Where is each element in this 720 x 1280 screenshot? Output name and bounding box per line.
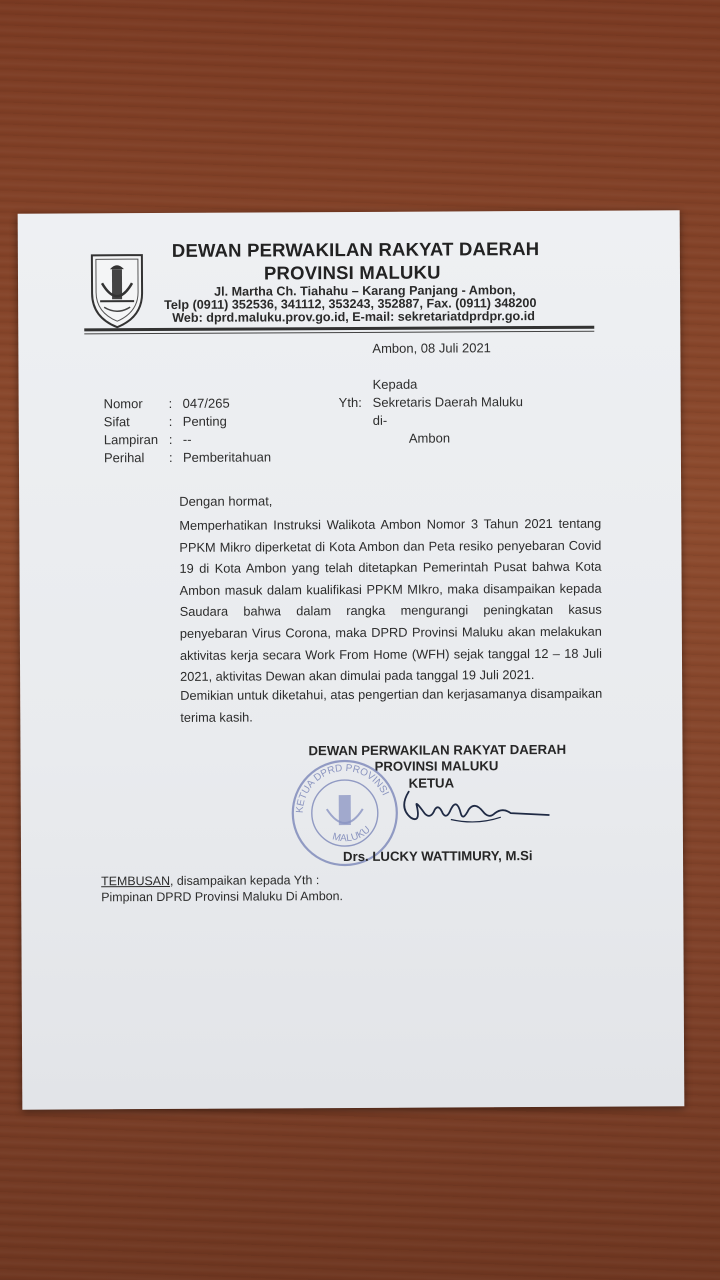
- letter-paper: [18, 210, 685, 1109]
- meta-value-perihal: Pemberitahuan: [182, 449, 272, 465]
- greeting: Dengan hormat,: [179, 493, 273, 509]
- body-paragraph-2: Demikian untuk diketahui, atas pengertian dan kerjasamanya disampaikan terima kasih.: [180, 685, 603, 725]
- stamp-text-top: KETUA DPRD PROVINSI: [294, 762, 391, 814]
- recipient-name: Sekretaris Daerah Maluku: [372, 394, 523, 410]
- body-paragraph-1: Memperhatikan Instruksi Walikota Ambon Nomor 3 Tahun 2021 tentang PPKM Mikro diperketat di Kota Ambon dan Peta resiko penyebaran Covid 19 di Kota Ambon yang telah ditetapkan Pemerintah Pusat bahwa Kota Ambon masuk dalam kualifikasi PPKM MIkro, maka disampaikan kepada Saudara bahwa dalam rangka mengurangi peningkatan kasus penyebaran Virus Corona, maka DPRD Provinsi Maluku akan melakukan aktivitas kerja secara Work From Home (WFH) sejak tanggal 12 – 18 Juli 2021, aktivitas Dewan akan dimulai pada tanggal 19 Juli 2021.: [179, 515, 603, 685]
- maluku-crest-icon: [88, 249, 146, 329]
- stamp-text-bottom: MALUKU: [331, 824, 373, 845]
- letter-date: Ambon, 08 Juli 2021: [372, 340, 491, 356]
- meta-value-nomor: 047/265: [182, 395, 230, 411]
- cc-label: TEMBUSAN: [101, 873, 171, 889]
- signature-title: KETUA: [408, 775, 455, 791]
- cc-heading: [101, 873, 319, 888]
- meta-value-sifat: Penting: [182, 413, 227, 429]
- institution-province: PROVINSI MALUKU: [263, 261, 441, 284]
- meta-sep: :: [168, 413, 173, 429]
- institution-address: Jl. Martha Ch. Tiahahu – Karang Panjang - Ambon,: [214, 283, 516, 299]
- recipient-place: Ambon: [408, 430, 451, 446]
- recipient-kepada: Kepada: [372, 376, 418, 392]
- meta-label-perihal: Perihal: [103, 450, 145, 466]
- cc-text: , disampaikan kepada Yth :: [169, 873, 320, 888]
- meta-label-nomor: Nomor: [103, 396, 143, 412]
- institution-web: Web: dprd.maluku.prov.go.id, E-mail: sekretariatdprdpr.go.id: [172, 309, 535, 325]
- handwritten-signature-icon: [391, 783, 551, 834]
- meta-sep: :: [168, 431, 173, 447]
- meta-sep: :: [168, 449, 173, 465]
- institution-name: DEWAN PERWAKILAN RAKYAT DAERAH: [171, 238, 540, 261]
- recipient-di: di-: [372, 412, 388, 428]
- meta-label-lampiran: Lampiran: [103, 432, 159, 448]
- recipient-yth: Yth:: [338, 394, 362, 411]
- signature-province: PROVINSI MALUKU: [374, 758, 499, 774]
- signature-institution: DEWAN PERWAKILAN RAKYAT DAERAH: [308, 741, 567, 759]
- meta-sep: :: [168, 395, 173, 411]
- signatory-name: Drs. LUCKY WATTIMURY, M.Si: [342, 848, 533, 865]
- meta-value-lampiran: --: [182, 431, 192, 447]
- header-rule-thin: [84, 331, 594, 335]
- institution-phone: Telp (0911) 352536, 341112, 353243, 352887, Fax. (0911) 348200: [164, 296, 537, 312]
- meta-label-sifat: Sifat: [103, 414, 130, 430]
- cc-recipient: Pimpinan DPRD Provinsi Maluku Di Ambon.: [101, 889, 343, 905]
- svg-text:MALUKU: [331, 824, 373, 844]
